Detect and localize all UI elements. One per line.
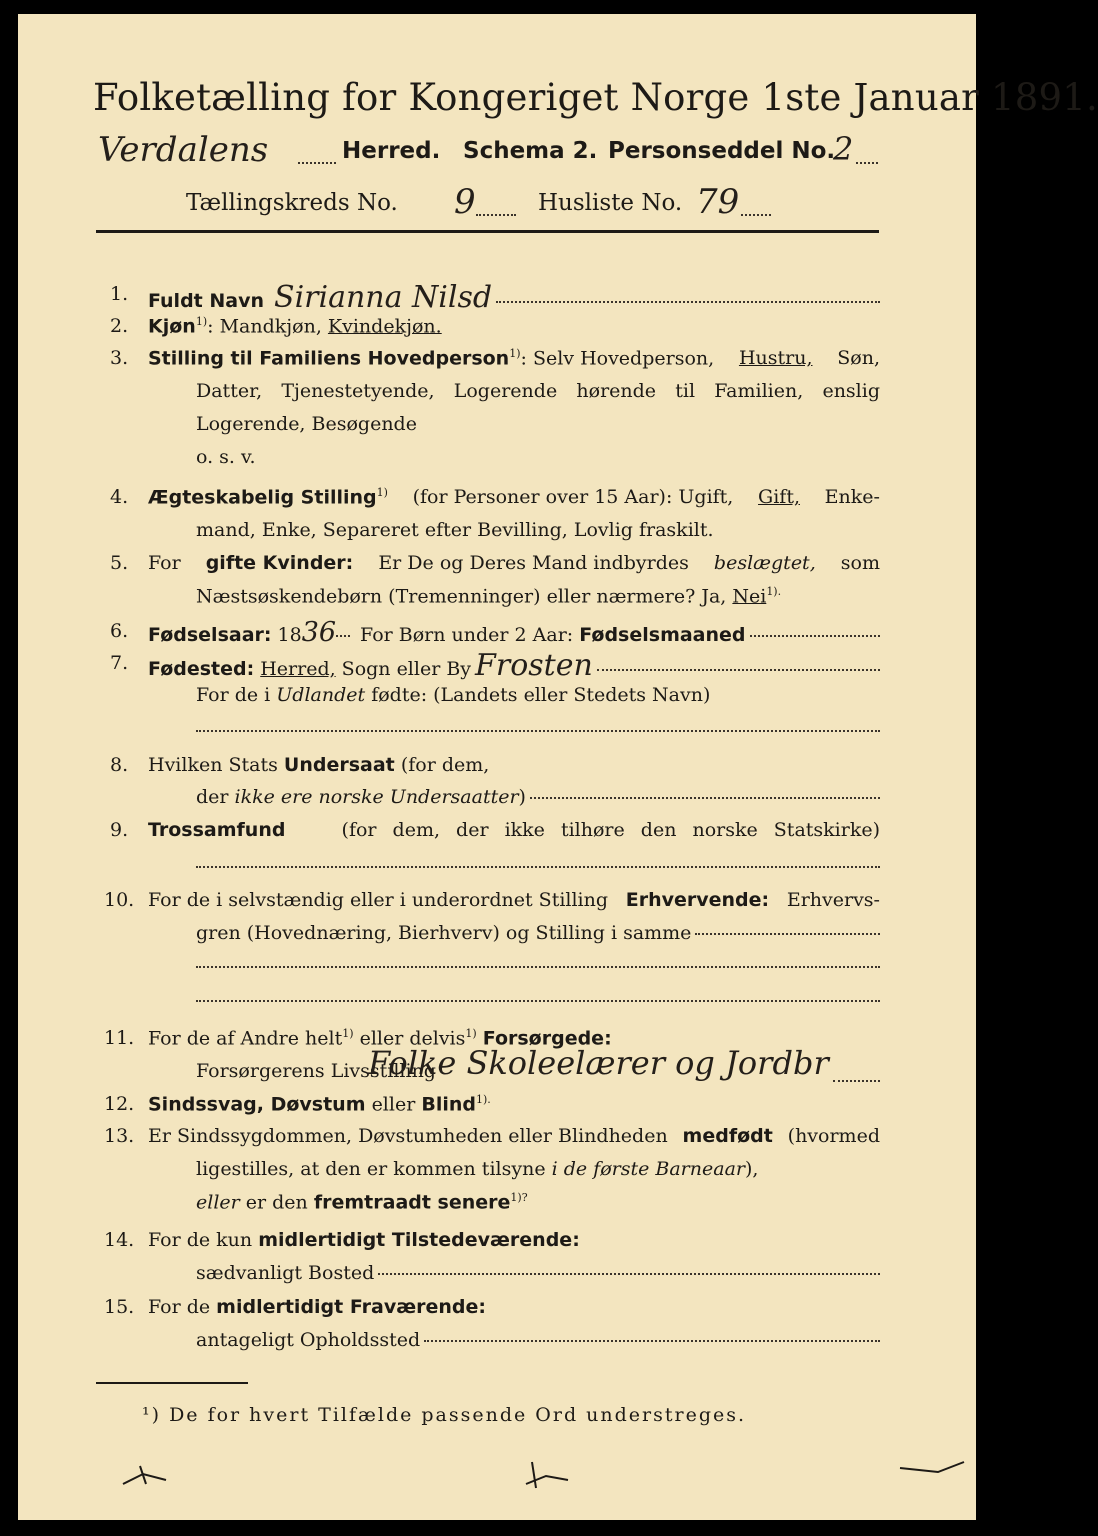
q4-number: 4.	[110, 486, 129, 508]
q8-line2-a: der	[196, 786, 229, 808]
q7-line2-a: For de i	[196, 684, 271, 706]
q3-line4: o. s. v.	[196, 446, 256, 468]
q7-line2-b: fødte: (Landets eller Stedets Navn)	[371, 684, 711, 706]
q2-label: Kjøn	[148, 315, 196, 338]
q7-text: Sogn eller By	[341, 658, 472, 680]
q13-line2-italic: i de første Barneaar	[551, 1158, 745, 1180]
q1-label: Fuldt Navn	[148, 290, 265, 312]
q5-line2	[196, 585, 781, 607]
q3-line3: Logerende, Besøgende	[196, 413, 417, 435]
kreds-label: Tællingskreds No.	[186, 190, 398, 216]
q3-text-b: Søn,	[837, 347, 880, 369]
q7-line2-italic: Udlandet	[276, 684, 366, 706]
q13-text-b: (hvormed	[787, 1125, 880, 1147]
q7-line2	[196, 684, 710, 706]
q9-text: (for dem, der ikke tilhøre den norske Statskirke)	[341, 819, 880, 841]
q15-line2	[196, 1329, 880, 1351]
q11-number: 11.	[104, 1027, 135, 1049]
husliste-value: 79	[696, 182, 740, 222]
q4-choice: Gift,	[758, 486, 800, 508]
q7-value: Frosten	[475, 648, 593, 683]
q6-value: 36	[301, 617, 337, 648]
q14-label: midlertidigt Tilstedeværende:	[258, 1229, 580, 1251]
q8-number: 8.	[110, 754, 129, 776]
q5-text-a: For	[148, 552, 181, 574]
q11-text-b: eller delvis	[359, 1027, 466, 1050]
footnote: ¹) De for hvert Tilfælde passende Ord understreges.	[142, 1404, 747, 1426]
q13-text: Er Sindssygdommen, Døvstumheden eller Blindheden	[148, 1125, 668, 1147]
q8-line2-b: )	[518, 786, 526, 808]
q5-line2-text: Næstsøskendebørn (Tremenninger) eller nærmere? Ja,	[196, 585, 727, 608]
q10-label: Erhvervende:	[625, 889, 770, 911]
q12-label2: Blind	[421, 1093, 476, 1116]
q7-row	[148, 648, 880, 683]
q9-row	[148, 819, 880, 841]
q2-row	[148, 315, 442, 337]
q11-sup2: 1)	[465, 1027, 477, 1040]
q8-label: Undersaat	[283, 754, 395, 776]
q8-text-b: (for dem,	[400, 754, 490, 776]
q4-text-b: Enke-	[824, 486, 880, 508]
q10-line2	[196, 922, 880, 944]
q11-sup1: 1)	[342, 1027, 354, 1040]
q4-row	[148, 486, 880, 508]
q14-text: For de kun	[148, 1229, 253, 1251]
pen-mark-icon	[898, 1454, 968, 1484]
q1-row	[148, 280, 880, 315]
q14-line2	[196, 1262, 880, 1284]
q3-number: 3.	[110, 347, 129, 369]
q13-line3-italic: eller	[196, 1191, 240, 1214]
q10-blank-line-1	[196, 966, 880, 968]
q11-line2: Forsørgerens Livsstilling	[196, 1060, 436, 1082]
q14-number: 14.	[104, 1229, 135, 1251]
pen-mark-icon	[118, 1454, 178, 1494]
q10-line2-text: gren (Hovednæring, Bierhverv) og Stilling i samme	[196, 922, 692, 944]
q15-label: midlertidigt Fraværende:	[216, 1296, 486, 1318]
form-title: Folketælling for Kongeriget Norge 1ste Januar 1891.	[93, 76, 1098, 119]
q5-text-c: som	[840, 552, 880, 574]
q8-row	[148, 754, 489, 776]
q15-text: For de	[148, 1296, 211, 1318]
q2-sup: 1)	[195, 315, 208, 328]
q13-line3	[196, 1191, 528, 1213]
q13-line2-a: ligestilles, at den er kommen tilsyne	[196, 1158, 546, 1180]
q9-blank-line	[196, 866, 880, 868]
q3-choice: Hustru,	[738, 347, 813, 369]
q12-sup: 1).	[475, 1093, 491, 1106]
pen-mark-icon	[518, 1454, 578, 1494]
q10-number: 10.	[104, 889, 135, 911]
q4-label: Ægteskabelig Stilling	[148, 486, 377, 509]
q13-label: medfødt	[682, 1125, 773, 1147]
q3-text-a: : Selv Hovedperson,	[520, 347, 715, 370]
q11-label: Forsørgede:	[482, 1027, 612, 1050]
q10-text: For de i selvstændig eller i underordnet Stilling	[148, 889, 609, 911]
header-rule	[96, 230, 879, 233]
q12-number: 12.	[104, 1093, 135, 1115]
q3-sup: 1)	[509, 347, 521, 360]
q7-label: Fødested:	[148, 658, 255, 680]
q9-label: Trossamfund	[148, 819, 286, 841]
q12-label: Sindssvag, Døvstum	[148, 1093, 366, 1116]
personseddel-value: 2	[833, 130, 854, 168]
q2-choice: Kvindekjøn.	[327, 315, 442, 338]
q13-line2-b: ),	[745, 1158, 759, 1180]
q11-text: For de af Andre helt	[148, 1027, 343, 1050]
q5-choice: Nei	[732, 585, 767, 608]
q6-text: For Børn under 2 Aar:	[360, 624, 574, 646]
q8-text-a: Hvilken Stats	[148, 754, 278, 776]
q8-line2	[196, 786, 880, 808]
q13-number: 13.	[104, 1125, 135, 1147]
q4-text-a: (for Personer over 15 Aar): Ugift,	[412, 486, 734, 508]
personseddel-label: Personseddel No.	[608, 138, 836, 164]
q7-blank-line	[196, 730, 880, 732]
q5-text-b: Er De og Deres Mand indbyrdes	[378, 552, 689, 574]
husliste-label: Husliste No.	[538, 190, 683, 216]
q8-line2-italic: ikke ere norske Undersaatter	[234, 786, 519, 808]
q5-row	[148, 552, 880, 574]
kreds-value: 9	[454, 182, 476, 222]
q1-value: Sirianna Nilsd	[274, 280, 493, 315]
q3-row	[148, 347, 880, 369]
q4-sup: 1)	[376, 486, 388, 499]
q2-number: 2.	[110, 315, 129, 337]
q5-sup: 1).	[766, 585, 782, 598]
q2-text: : Mandkjøn,	[207, 315, 322, 338]
q15-line2-text: antageligt Opholdssted	[196, 1329, 421, 1351]
q3-label: Stilling til Familiens Hovedperson	[148, 347, 510, 370]
q10-blank-line-2	[196, 1000, 880, 1002]
q11-value: Folke Skoleelærer og Jordbr	[368, 1044, 829, 1082]
q6-label: Fødselsaar:	[148, 624, 272, 646]
q15-number: 15.	[104, 1296, 135, 1318]
q14-line2-text: sædvanligt Bosted	[196, 1262, 375, 1284]
q1-number: 1.	[110, 283, 129, 305]
herred-label: Herred.	[342, 138, 441, 164]
q3-line2: Datter, Tjenestetyende, Logerende hørende til Familien, enslig	[196, 380, 880, 402]
q5-number: 5.	[110, 552, 129, 574]
q10-row	[148, 889, 880, 911]
q5-italic: beslægtet,	[713, 552, 816, 574]
q15-row	[148, 1296, 486, 1318]
q6-prefix: 18	[277, 624, 302, 646]
q6-row	[148, 617, 880, 648]
q13-line3-a: er den	[245, 1191, 308, 1214]
q9-number: 9.	[110, 819, 129, 841]
q6-label2: Fødselsmaaned	[579, 624, 746, 646]
q13-line3-label: fremtraadt senere	[313, 1191, 511, 1214]
q13-line2	[196, 1158, 758, 1180]
q10-text-b: Erhvervs-	[786, 889, 880, 911]
q12-text: eller	[371, 1093, 416, 1116]
q13-row	[148, 1125, 880, 1147]
footnote-rule	[96, 1382, 248, 1384]
q6-number: 6.	[110, 620, 129, 642]
q7-choice: Herred,	[260, 658, 336, 680]
q13-line3-sup: 1)?	[510, 1191, 528, 1204]
schema-label: Schema 2.	[463, 138, 598, 164]
census-form	[18, 14, 1098, 1520]
q11-line2-dots	[833, 1080, 880, 1082]
q14-row	[148, 1229, 580, 1251]
q5-label: gifte Kvinder:	[205, 552, 354, 574]
q12-row	[148, 1093, 491, 1115]
herred-value: Verdalens	[98, 130, 269, 170]
q4-line2: mand, Enke, Separeret efter Bevilling, Lovlig fraskilt.	[196, 519, 714, 541]
q7-number: 7.	[110, 652, 129, 674]
